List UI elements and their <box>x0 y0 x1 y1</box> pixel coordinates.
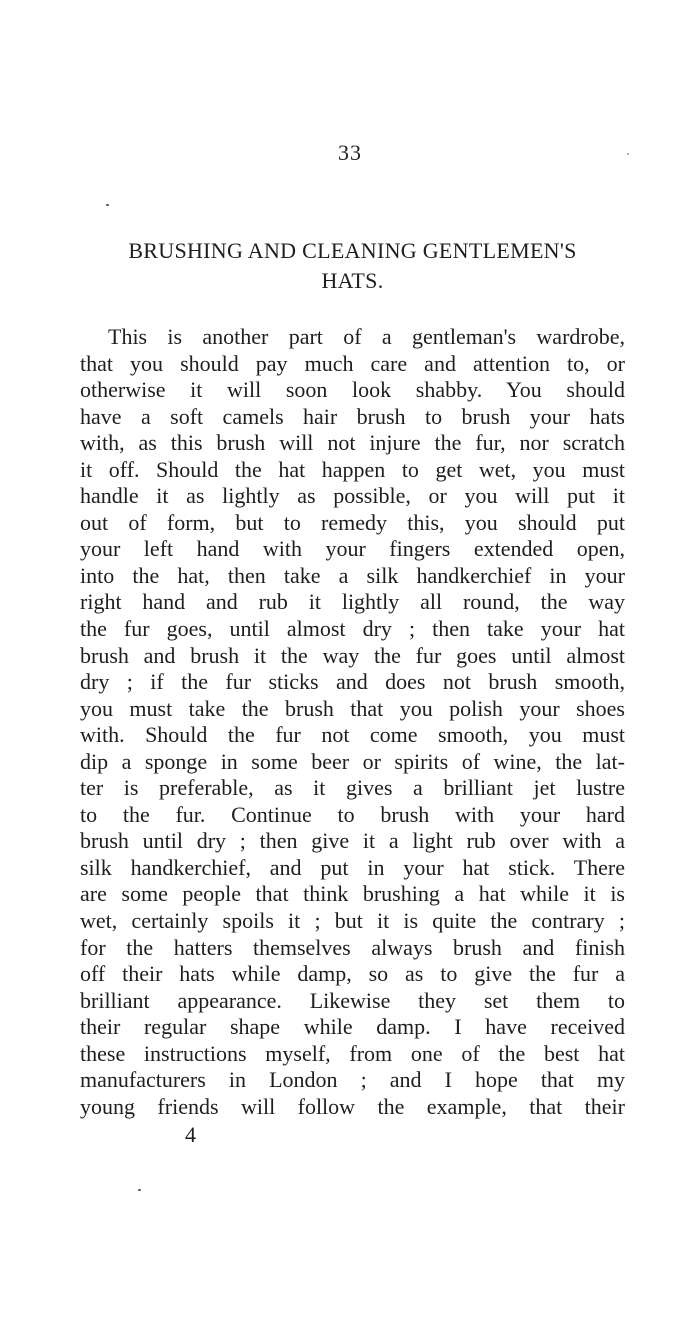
text-line: that you should pay much care and attention to, or <box>80 350 625 376</box>
text-line: right hand and rub it lightly all round, the way <box>80 589 625 615</box>
ink-speck <box>627 153 629 155</box>
text-line: ter is preferable, as it gives a brilliant jet lustre <box>80 775 625 801</box>
text-line: manufacturers in London ; and I hope that my <box>80 1067 625 1093</box>
text-line: these instructions myself, from one of the best hat <box>80 1040 625 1066</box>
text-line: brush until dry ; then give it a light rub over with a <box>80 828 625 854</box>
text-line: silk handkerchief, and put in your hat stick. There <box>80 854 625 880</box>
text-line: off their hats while damp, so as to give the fur a <box>80 961 625 987</box>
text-line: young friends will follow the example, that their <box>80 1093 625 1119</box>
text-line: your left hand with your fingers extended open, <box>80 536 625 562</box>
text-line: with, as this brush will not injure the fur, nor scratch <box>80 430 625 456</box>
text-line: are some people that think brushing a hat while it is <box>80 881 625 907</box>
text-line: have a soft camels hair brush to brush your hats <box>80 403 625 429</box>
text-line: their regular shape while damp. I have received <box>80 1014 625 1040</box>
page-number: 33 <box>338 140 362 165</box>
text-line: handle it as lightly as possible, or you will put it <box>80 483 625 509</box>
text-line: for the hatters themselves always brush and finish <box>80 934 625 960</box>
heading-line-1: BRUSHING AND CLEANING GENTLEMEN'S <box>128 238 577 263</box>
text-line: you must take the brush that you polish your shoes <box>80 695 625 721</box>
text-line: dry ; if the fur sticks and does not brush smooth, <box>80 669 625 695</box>
text-line: to the fur. Continue to brush with your hard <box>80 801 625 827</box>
text-line: brush and brush it the way the fur goes until almost <box>80 642 625 668</box>
text-line: out of form, but to remedy this, you should put <box>80 509 625 535</box>
text-line: it off. Should the hat happen to get wet, you must <box>80 456 625 482</box>
text-line: into the hat, then take a silk handkerchief in your <box>80 562 625 588</box>
ink-speck <box>106 204 109 206</box>
text-line: dip a sponge in some beer or spirits of wine, the lat- <box>80 748 625 774</box>
signature-mark: 4 <box>185 1122 196 1147</box>
text-line: brilliant appearance. Likewise they set them to <box>80 987 625 1013</box>
body-paragraph <box>80 324 625 1120</box>
ink-speck <box>138 1189 141 1191</box>
text-line: otherwise it will soon look shabby. You should <box>80 377 625 403</box>
text-line: the fur goes, until almost dry ; then take your hat <box>80 616 625 642</box>
text-line: with. Should the fur not come smooth, you must <box>80 722 625 748</box>
heading-line-2: HATS. <box>321 268 384 293</box>
text-line: wet, certainly spoils it ; but it is quite the contrary ; <box>80 908 625 934</box>
section-heading <box>80 236 625 296</box>
text-line: This is another part of a gentleman's wardrobe, <box>108 324 625 349</box>
